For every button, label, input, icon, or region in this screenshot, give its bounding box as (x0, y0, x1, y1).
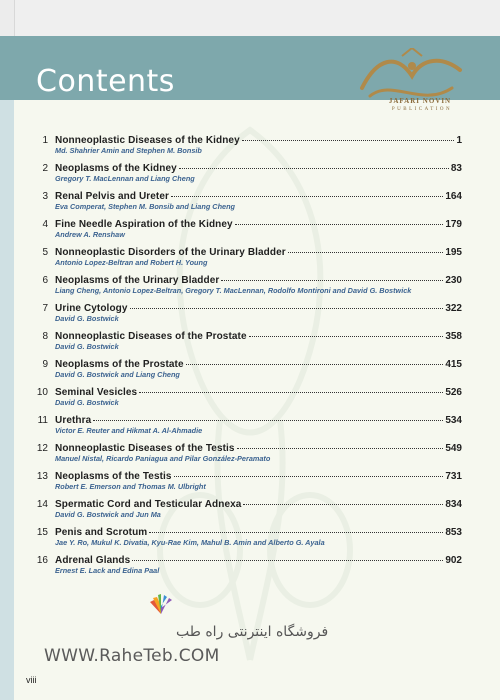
toc-entry[interactable] (0, 189, 500, 217)
page-title: Contents (36, 64, 175, 100)
chapter-authors: Victor E. Reuter and Hikmat A. Al-Ahmadie (55, 426, 203, 435)
chapter-page: 526 (445, 387, 462, 398)
toc-entry[interactable] (0, 161, 500, 189)
chapter-title: Neoplasms of the Urinary Bladder (55, 275, 220, 286)
chapter-authors: Robert E. Emerson and Thomas M. Ulbright (55, 482, 206, 491)
chapter-page: 415 (445, 359, 462, 370)
toc-entry[interactable] (0, 273, 500, 301)
leader-dots (237, 441, 444, 449)
leader-dots (93, 413, 443, 421)
chapter-number: 15 (36, 527, 48, 538)
leader-dots (149, 525, 443, 533)
toc-entry[interactable] (0, 357, 500, 385)
leader-dots (221, 273, 443, 281)
leader-dots (139, 385, 443, 393)
store-url-link[interactable]: WWW.RaheTeb.COM (44, 646, 220, 666)
toc-entry[interactable] (0, 525, 500, 553)
toc-entry[interactable] (0, 469, 500, 497)
toc-entry[interactable] (0, 385, 500, 413)
leader-dots (174, 469, 444, 477)
chapter-number: 2 (42, 163, 48, 174)
chapter-number: 14 (36, 499, 48, 510)
leader-dots (249, 329, 444, 337)
chapter-authors: Md. Shahrier Amin and Stephen M. Bonsib (55, 146, 202, 155)
chapter-number: 3 (42, 191, 48, 202)
logo-subtext: PUBLICATION (391, 107, 453, 112)
chapter-title: Neoplasms of the Testis (55, 471, 172, 482)
chapter-title: Nonneoplastic Diseases of the Kidney (55, 135, 240, 146)
leader-dots (171, 189, 443, 197)
chapter-page: 731 (445, 471, 462, 482)
store-name: فروشگاه اینترنتی راه طب (176, 624, 329, 640)
chapter-page: 230 (445, 275, 462, 286)
chapter-title: Fine Needle Aspiration of the Kidney (55, 219, 233, 230)
chapter-title: Urethra (55, 415, 92, 426)
chapter-title: Adrenal Glands (55, 555, 131, 566)
page-number: viii (26, 675, 37, 685)
chapter-number: 5 (42, 247, 48, 258)
chapter-number: 1 (42, 135, 48, 146)
chapter-number: 4 (42, 219, 48, 230)
chapter-authors: David G. Bostwick (55, 342, 119, 351)
chapter-number: 16 (36, 555, 48, 566)
chapter-number: 12 (36, 443, 48, 454)
logo-text: JAFARI NOVIN (388, 97, 452, 105)
chapter-page: 549 (445, 443, 462, 454)
chapter-authors: Ernest E. Lack and Edina Paal (55, 566, 160, 575)
chapter-authors: Antonio Lopez-Beltran and Robert H. Young (55, 258, 208, 267)
toc-entry[interactable] (0, 329, 500, 357)
chapter-authors: Gregory T. MacLennan and Liang Cheng (55, 174, 195, 183)
toc-entry[interactable] (0, 413, 500, 441)
chapter-number: 13 (36, 471, 48, 482)
chapter-page: 853 (445, 527, 462, 538)
chapter-number: 9 (42, 359, 48, 370)
book-icon (148, 594, 174, 616)
chapter-page: 164 (445, 191, 462, 202)
leader-dots (243, 497, 443, 505)
chapter-title: Seminal Vesicles (55, 387, 138, 398)
leader-dots (130, 301, 444, 309)
chapter-page: 834 (445, 499, 462, 510)
chapter-page: 322 (445, 303, 462, 314)
chapter-page: 1 (456, 135, 462, 146)
chapter-authors: Eva Comperat, Stephen M. Bonsib and Liang Cheng (55, 202, 236, 211)
top-bar (0, 0, 500, 36)
chapter-authors: Liang Cheng, Antonio Lopez-Beltran, Gregory T. MacLennan, Rodolfo Montironi and David G. Bostwick (55, 286, 412, 295)
toc-entry[interactable] (0, 497, 500, 525)
leader-dots (179, 161, 449, 169)
chapter-title: Nonneoplastic Diseases of the Prostate (55, 331, 247, 342)
toc-entry[interactable] (0, 441, 500, 469)
chapter-title: Spermatic Cord and Testicular Adnexa (55, 499, 242, 510)
chapter-page: 358 (445, 331, 462, 342)
chapter-page: 179 (445, 219, 462, 230)
chapter-page: 83 (450, 163, 462, 174)
chapter-number: 7 (42, 303, 48, 314)
chapter-authors: David G. Bostwick and Jun Ma (55, 510, 161, 519)
toc-entry[interactable] (0, 133, 500, 161)
chapter-authors: Andrew A. Renshaw (55, 230, 125, 239)
chapter-authors: Manuel Nistal, Ricardo Paniagua and Pilar González-Peramato (55, 454, 271, 463)
chapter-page: 534 (445, 415, 462, 426)
chapter-number: 8 (42, 331, 48, 342)
chapter-title: Urine Cytology (55, 303, 128, 314)
chapter-page: 195 (445, 247, 462, 258)
chapter-title: Neoplasms of the Prostate (55, 359, 184, 370)
chapter-number: 11 (37, 415, 48, 426)
chapter-authors: Jae Y. Ro, Mukul K. Divatia, Kyu-Rae Kim, Mahul B. Amin and Alberto G. Ayala (55, 538, 325, 547)
leader-dots (235, 217, 444, 225)
toc-entry[interactable] (0, 301, 500, 329)
toc-entry[interactable] (0, 245, 500, 273)
chapter-number: 10 (36, 387, 48, 398)
chapter-title: Renal Pelvis and Ureter (55, 191, 170, 202)
leader-dots (132, 553, 443, 561)
leader-dots (242, 133, 455, 141)
chapter-authors: David G. Bostwick (55, 398, 119, 407)
leader-dots (288, 245, 444, 253)
chapter-title: Nonneoplastic Diseases of the Testis (55, 443, 235, 454)
chapter-title: Penis and Scrotum (55, 527, 148, 538)
chapter-authors: David G. Bostwick (55, 314, 119, 323)
leader-dots (186, 357, 444, 365)
chapter-title: Nonneoplastic Disorders of the Urinary Bladder (55, 247, 286, 258)
chapter-title: Neoplasms of the Kidney (55, 163, 177, 174)
chapter-authors: David G. Bostwick and Liang Cheng (55, 370, 180, 379)
chapter-number: 6 (42, 275, 48, 286)
toc-entry[interactable] (0, 553, 500, 581)
chapter-page: 902 (445, 555, 462, 566)
toc-entry[interactable] (0, 217, 500, 245)
